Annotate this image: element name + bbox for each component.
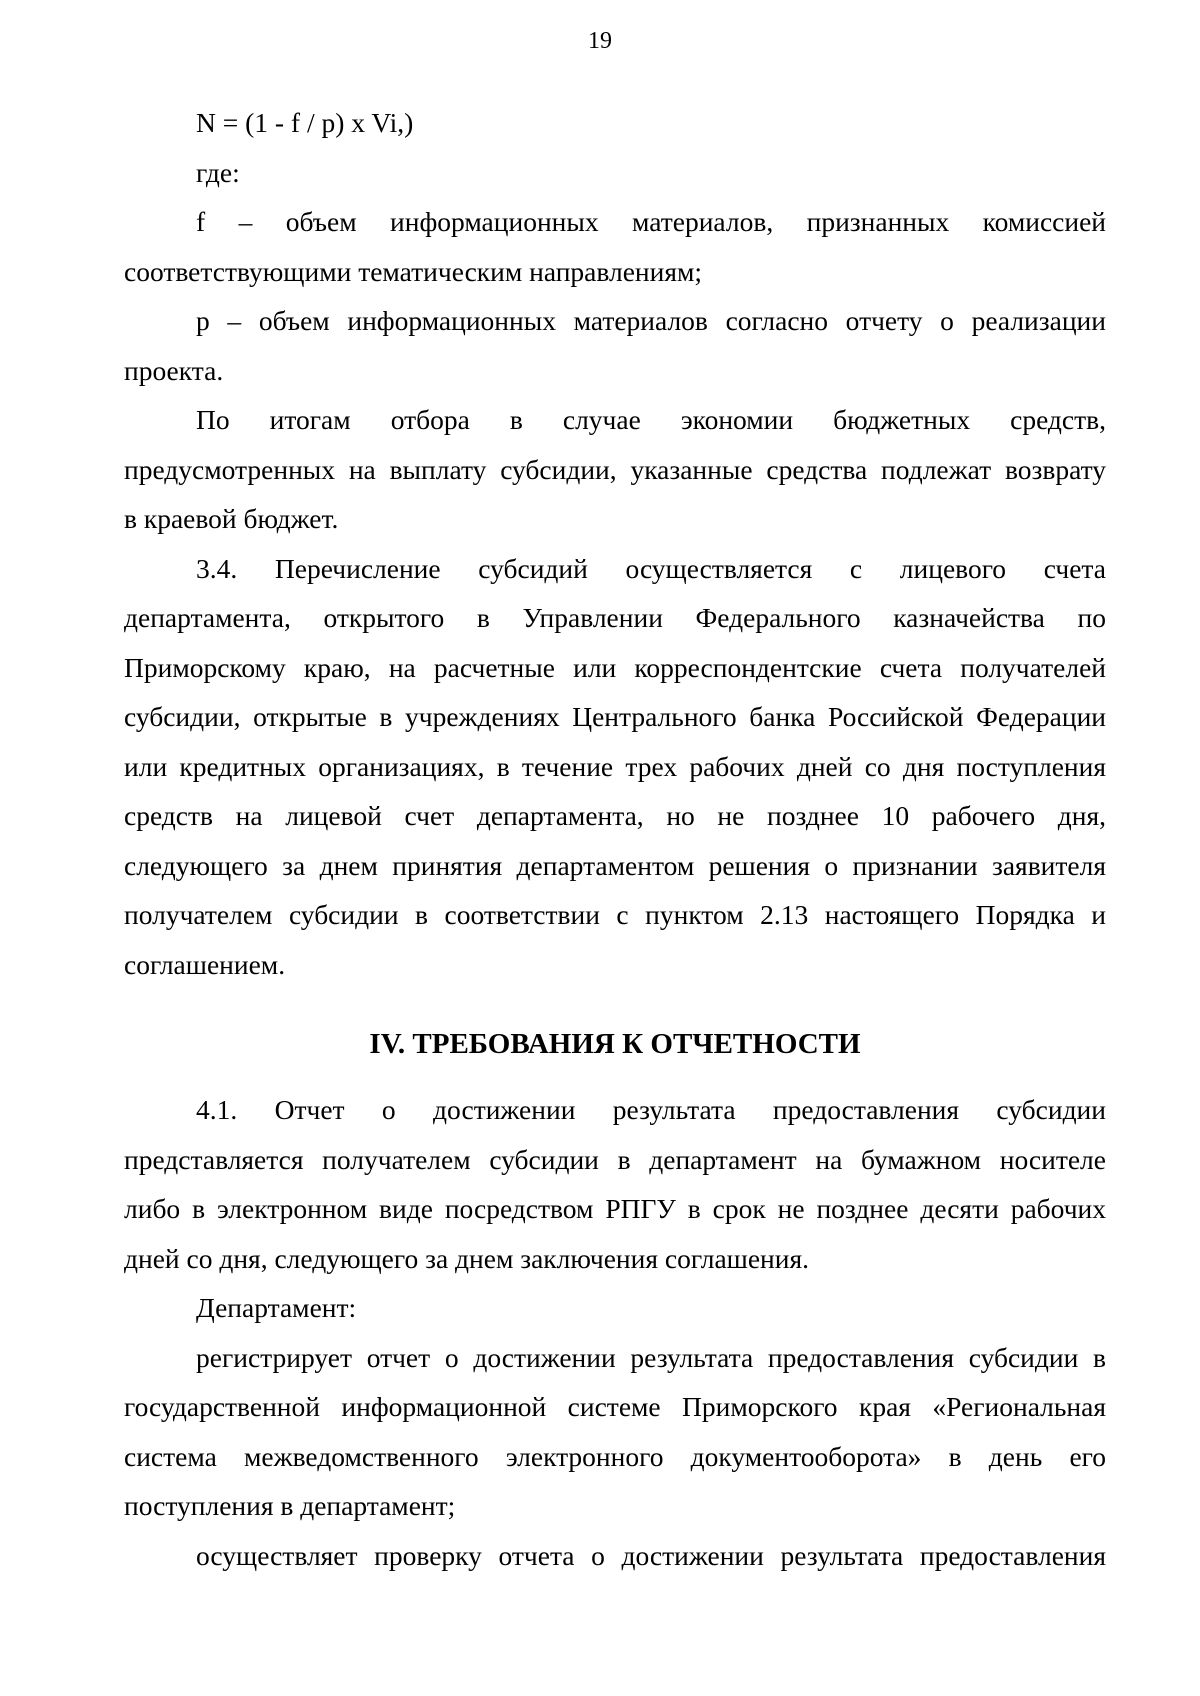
text-line: государственной информационной системе Приморского края «Региональная (124, 1391, 1106, 1422)
text-line: предусмотренных на выплату субсидии, указанные средства подлежат возврату (124, 453, 1106, 485)
text-line: регистрирует отчет о достижении результата предоставления субсидии в (196, 1341, 1106, 1373)
text-line: департамента, открытого в Управлении Федерального казначейства по (124, 602, 1106, 633)
text-line: осуществляет проверку отчета о достижении результата предоставления (196, 1539, 1106, 1571)
text-line: в краевой бюджет. (124, 503, 339, 534)
paragraph-checks (124, 1531, 1106, 1581)
text-line: получателем субсидии в соответствии с пунктом 2.13 настоящего Порядка и (124, 899, 1106, 930)
text-line: дней со дня, следующего за днем заключения соглашения. (124, 1242, 809, 1274)
text-line: следующего за днем принятия департаментом решения о признании заявителя (124, 849, 1106, 881)
formula: N = (1 - f / p) x Vi,) (196, 107, 414, 138)
text-line: либо в электронном виде посредством РПГУ в срок не позднее десяти рабочих (124, 1193, 1106, 1224)
text-line: f – объем информационных материалов, признанных комиссией (196, 206, 1106, 237)
text-line: средств на лицевой счет департамента, но не позднее 10 рабочего дня, (124, 800, 1106, 831)
paragraph-3-4 (124, 544, 1106, 990)
text-line: поступления в департамент; (124, 1490, 456, 1521)
page-number: 19 (588, 28, 612, 54)
paragraph-p-definition (124, 296, 1106, 395)
text-line: система межведомственного электронного документооборота» в день его (124, 1440, 1106, 1472)
text-line: представляется получателем субсидии в департамент на бумажном носителе (124, 1143, 1106, 1175)
text-line: По итогам отбора в случае экономии бюджетных средств, (196, 404, 1106, 435)
text-line: субсидии, открытые в учреждениях Центрального банка Российской Федерации (124, 701, 1106, 732)
text-line: или кредитных организациях, в течение трех рабочих дней со дня поступления (124, 750, 1106, 782)
text-line: соответствующими тематическим направлениям; (124, 255, 703, 287)
paragraph-registers (124, 1333, 1106, 1531)
paragraph-4-1 (124, 1085, 1106, 1283)
text-line: Приморскому краю, на расчетные или корреспондентские счета получателей (124, 651, 1106, 683)
department-label: Департамент: (196, 1292, 357, 1323)
text-line: проекта. (124, 354, 224, 386)
section-heading: IV. ТРЕБОВАНИЯ К ОТЧЕТНОСТИ (369, 1028, 861, 1060)
paragraph-f-definition (124, 197, 1106, 296)
paragraph-budget-savings (124, 395, 1106, 544)
text-line: 3.4. Перечисление субсидий осуществляется с лицевого счета (196, 552, 1106, 584)
text-line: 4.1. Отчет о достижении результата предоставления субсидии (196, 1094, 1106, 1125)
text-line: соглашением. (124, 948, 286, 980)
where-label: где: (196, 156, 240, 188)
text-line: p – объем информационных материалов согласно отчету о реализации (196, 305, 1106, 336)
document-body (124, 98, 1106, 1580)
